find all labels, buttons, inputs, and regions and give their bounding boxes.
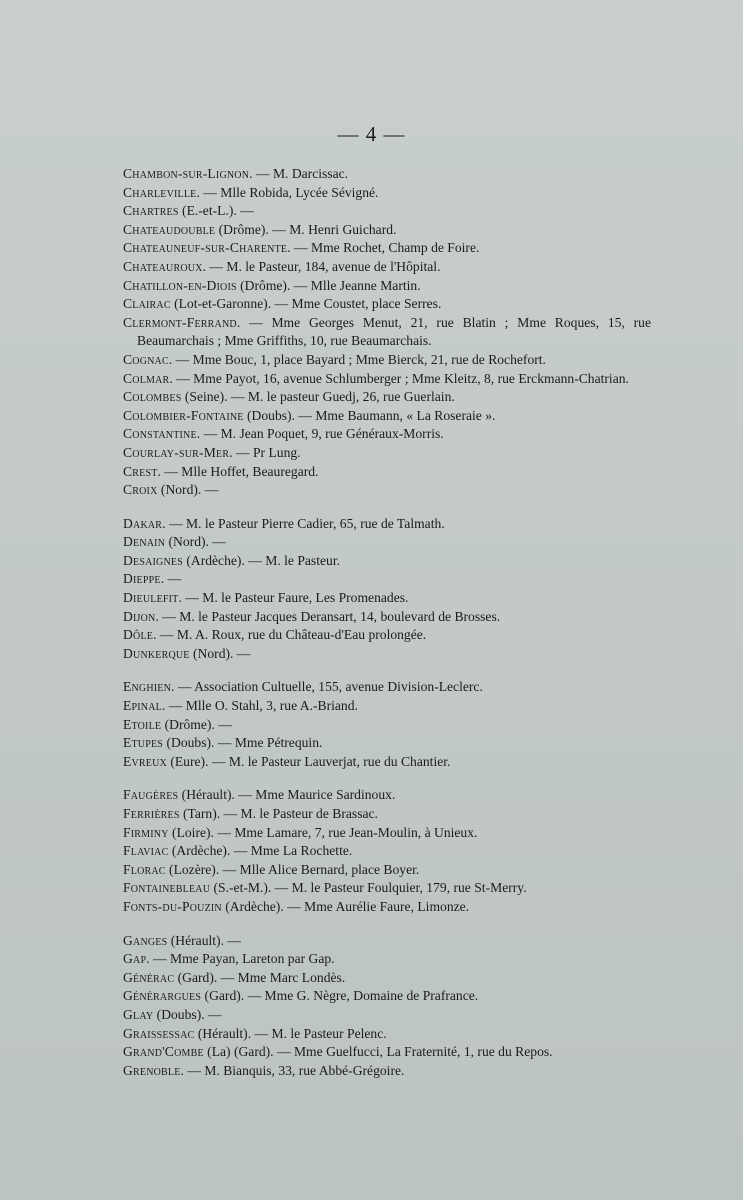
directory-entry [123,716,651,735]
entry-details: (Hérault). — Mme Maurice Sardinoux. [178,787,396,803]
entry-place-name: Firminy [123,824,169,840]
entry-details: . — Pr Lung. [229,444,301,460]
letter-group [123,786,651,916]
directory-entry [123,295,651,314]
entry-place-name: Enghien [123,679,172,695]
entry-details: (Hérault). — M. le Pasteur Pelenc. [194,1025,387,1041]
entry-details: . — Mme Bouc, 1, place Bayard ; Mme Bierck, 21, rue de Rochefort. [168,351,546,367]
entry-details: . — [160,571,182,587]
entry-place-name: Graissessac [123,1025,195,1041]
letter-group [123,165,651,500]
directory-entry [123,202,651,221]
entry-details: (Ardèche). — Mme Aurélie Faure, Limonze. [221,898,470,914]
entry-place-name: Glay [123,1006,154,1022]
directory-entry [123,515,651,534]
entry-details: . — M. Jean Poquet, 9, rue Généraux-Morris. [196,426,444,442]
entry-details: (Gard). — Mme Marc Londès. [174,969,346,985]
entry-details: (Hérault). — [167,932,241,948]
entry-place-name: Clairac [123,296,171,312]
entry-place-name: Dunkerque [123,645,190,661]
entry-place-name: Dijon [123,608,156,624]
directory-entry [123,734,651,753]
entry-place-name: Colombes [123,389,182,405]
entry-details: . — M. le Pasteur Jacques Deransart, 14, boulevard de Brosses. [155,608,501,624]
entry-place-name: Grand'Combe [123,1044,204,1060]
directory-entry [123,533,651,552]
entry-details: (Nord). — [189,645,251,661]
entry-details: . — M. Bianquis, 33, rue Abbé-Grégoire. [180,1062,405,1078]
entry-details: (Drôme). — Mlle Jeanne Martin. [236,277,421,293]
directory-entry [123,898,651,917]
group-separator [123,917,651,932]
entry-place-name: Charleville [123,184,197,200]
entry-details: . — M. A. Roux, rue du Château-d'Eau prolongée. [153,627,427,643]
directory-entry [123,950,651,969]
entry-details: . — Mlle Robida, Lycée Sévigné. [196,184,379,200]
entry-place-name: Denain [123,534,166,550]
directory-entry [123,879,651,898]
letter-group [123,678,651,771]
entry-details: (Doubs). — Mme Baumann, « La Roseraie ». [243,407,496,423]
directory-entry [123,463,651,482]
group-separator [123,771,651,786]
entry-place-name: Dôle [123,627,154,643]
entry-place-name: Colmar [123,370,170,386]
entry-place-name: Dieulefit [123,590,179,606]
directory-entry [123,570,651,589]
entry-place-name: Grenoble [123,1062,181,1078]
group-separator [123,663,651,678]
entry-details: (Doubs). — Mme Pétrequin. [163,735,323,751]
directory-entry [123,407,651,426]
directory-entry [123,697,651,716]
directory-entry [123,314,651,351]
entry-details: (Tarn). — M. le Pasteur de Brassac. [179,806,378,821]
entry-details: (La) (Gard). — Mme Guelfucci, La Fraternité, 1, rue du Repos. [203,1044,553,1060]
entry-details: . — Mme Rochet, Champ de Foire. [287,240,480,256]
entry-details: (Ardèche). — Mme La Rochette. [168,843,353,859]
entry-place-name: Chambon-sur-Lignon [123,166,250,181]
directory-entry [123,184,651,203]
directory-entry [123,589,651,608]
entry-details: (Gard). — Mme G. Nègre, Domaine de Prafrance. [201,988,479,1004]
directory-entry [123,370,651,389]
entry-details: (E.-et-L.). — [178,203,254,219]
directory-entries [123,165,651,1080]
directory-entry [123,932,651,951]
entry-details: (Eure). — M. le Pasteur Lauverjat, rue du Chantier. [166,753,451,769]
entry-place-name: Colombier-Fontaine [123,407,244,423]
directory-entry [123,221,651,240]
entry-details: . — Mme Georges Menut, 21, rue Blatin ; Mme Roques, 15, rue Beaumarchais ; Mme Griffiths, 10, rue Beaumarchais. [137,314,651,349]
directory-entry [123,824,651,843]
directory-entry [123,165,651,184]
entry-place-name: Evreux [123,753,167,769]
entry-place-name: Fontainebleau [123,880,211,896]
directory-entry [123,842,651,861]
directory-entry [123,239,651,258]
entry-details: . — Mme Payot, 16, avenue Schlumberger ; Mme Kleitz, 8, rue Erckmann-Chatrian. [169,370,629,386]
directory-entry [123,425,651,444]
page-number: — 4 — [337,122,406,146]
entry-place-name: Générargues [123,988,202,1004]
entry-place-name: Croix [123,482,158,498]
entry-details: . — M. le Pasteur Faure, Les Promenades. [178,590,409,606]
entry-place-name: Fonts-du-Pouzin [123,898,222,914]
entry-details: . — Association Cultuelle, 155, avenue Division-Leclerc. [171,679,483,695]
directory-entry [123,645,651,664]
entry-place-name: Ganges [123,932,168,948]
letter-group [123,515,651,664]
letter-group [123,932,651,1081]
directory-entry [123,552,651,571]
entry-details: (S.-et-M.). — M. le Pasteur Foulquier, 179, rue St-Merry. [210,880,527,896]
entry-place-name: Constantine [123,426,197,442]
entry-place-name: Gap [123,951,147,967]
entry-place-name: Dieppe [123,571,161,587]
entry-details: (Nord). — [165,534,226,550]
entry-place-name: Clermont-Ferrand [123,314,237,330]
directory-entry [123,753,651,772]
entry-details: (Doubs). — [153,1006,222,1022]
directory-entry [123,805,651,824]
entry-place-name: Desaignes [123,552,183,568]
entry-details: . — M. Darcissac. [249,166,349,181]
entry-place-name: Dakar [123,515,163,531]
entry-place-name: Chateauroux [123,258,203,274]
entry-place-name: Courlay-sur-Mer [123,444,230,460]
entry-details: . — M. le Pasteur Pierre Cadier, 65, rue de Talmath. [162,515,445,531]
entry-place-name: Chateauneuf-sur-Charente [123,240,288,256]
directory-entry [123,1025,651,1044]
directory-entry [123,626,651,645]
entry-details: . — Mlle O. Stahl, 3, rue A.-Briand. [161,698,358,714]
entry-details: (Loire). — Mme Lamare, 7, rue Jean-Moulin, à Unieux. [168,824,478,840]
entry-place-name: Cognac [123,351,169,367]
entry-place-name: Flaviac [123,843,169,859]
directory-entry [123,1062,651,1081]
directory-entry [123,861,651,880]
entry-place-name: Etupes [123,735,164,751]
entry-details: . — M. le Pasteur, 184, avenue de l'Hôpital. [202,258,441,274]
entry-place-name: Générac [123,969,175,985]
entry-details: (Seine). — M. le pasteur Guedj, 26, rue Guerlain. [181,389,455,405]
entry-details: (Nord). — [157,482,219,498]
directory-entry [123,277,651,296]
directory-entry [123,969,651,988]
directory-entry [123,1043,651,1062]
entry-place-name: Etoile [123,716,162,732]
directory-entry [123,388,651,407]
directory-entry [123,444,651,463]
entry-place-name: Florac [123,861,166,877]
entry-details: . — Mlle Hoffet, Beauregard. [157,463,319,479]
entry-place-name: Chartres [123,203,179,219]
directory-entry [123,608,651,627]
group-separator [123,500,651,515]
entry-details: (Lozère). — Mlle Alice Bernard, place Boyer. [165,861,420,877]
directory-entry [123,1006,651,1025]
directory-entry [123,987,651,1006]
directory-entry [123,351,651,370]
directory-entry [123,481,651,500]
directory-entry [123,258,651,277]
directory-entry [123,678,651,697]
entry-details: . — Mme Payan, Lareton par Gap. [146,951,335,967]
entry-details: (Ardèche). — M. le Pasteur. [182,552,340,568]
entry-details: (Drôme). — [161,716,232,732]
entry-place-name: Epinal [123,698,162,714]
entry-place-name: Crest [123,463,158,479]
entry-place-name: Ferrières [123,806,180,821]
entry-details: (Drôme). — M. Henri Guichard. [215,221,397,237]
directory-entry [123,786,651,805]
entry-place-name: Chateaudouble [123,221,216,237]
entry-place-name: Faugères [123,787,179,803]
entry-place-name: Chatillon-en-Diois [123,277,237,293]
entry-details: (Lot-et-Garonne). — Mme Coustet, place Serres. [170,296,442,312]
